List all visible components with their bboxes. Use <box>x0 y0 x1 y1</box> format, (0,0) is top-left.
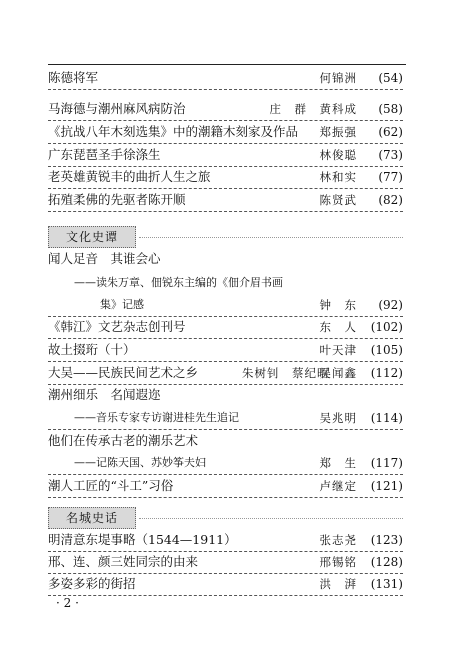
toc-author: 张志尧 <box>319 533 357 547</box>
toc-entry[interactable] <box>48 475 403 498</box>
toc-page: (54) <box>378 71 403 85</box>
toc-title: 广东琵琶圣手徐涤生 <box>48 147 161 162</box>
toc-title: 闻人足音 其谁会心 <box>48 251 161 266</box>
toc-page: (92) <box>378 298 403 312</box>
toc-entry[interactable] <box>48 551 403 574</box>
toc-title: 《韩江》文艺杂志创刊号 <box>48 319 186 334</box>
section-header-history: 名城史话 <box>48 507 136 529</box>
toc-page: (58) <box>378 102 403 116</box>
toc-author: 郑 生 <box>319 456 357 470</box>
toc-page: (105) <box>370 343 403 357</box>
toc-author: 郑振强 <box>319 125 357 139</box>
top-rule <box>48 64 406 65</box>
toc-title: 拓殖柔佛的先驱者陈开顺 <box>48 192 186 207</box>
toc-page: (128) <box>370 555 403 569</box>
toc-entry[interactable] <box>48 121 403 144</box>
toc-page: (62) <box>378 125 403 139</box>
toc-author: 东 人 <box>319 320 357 334</box>
toc-author: 叶天津 <box>319 343 357 357</box>
toc-entry[interactable] <box>48 384 403 406</box>
toc-author: 林俊聪 <box>319 148 357 162</box>
toc-author: 林和实 <box>319 170 357 184</box>
toc-author: 洪 湃 <box>319 577 357 591</box>
toc-entry[interactable] <box>48 573 403 596</box>
toc-entry[interactable] <box>48 529 403 552</box>
toc-author: 钟 东 <box>319 298 357 312</box>
toc-title: 集》记感 <box>100 298 144 311</box>
toc-title: 他们在传承古老的潮乐艺术 <box>48 433 199 448</box>
toc-title: 陈德将军 <box>48 70 99 85</box>
toc-entry[interactable] <box>48 248 403 270</box>
toc-page: (117) <box>370 456 403 470</box>
toc-title: 潮人工匠的“斗工”习俗 <box>48 478 174 493</box>
toc-entry[interactable] <box>48 339 403 362</box>
toc-page: (102) <box>370 320 403 334</box>
toc-entry[interactable] <box>48 144 403 167</box>
toc-page: (112) <box>370 366 403 380</box>
toc-author: 陈贤武 <box>319 193 357 207</box>
toc-entry-subtitle[interactable] <box>48 272 403 294</box>
toc-author: 何锦洲 <box>319 71 357 85</box>
toc-subtitle: ——音乐专家专访谢进桂先生追记 <box>74 411 239 424</box>
toc-title: 《抗战八年木刻选集》中的潮籍木刻家及作品 <box>48 124 299 139</box>
toc-entry[interactable] <box>48 98 403 121</box>
toc-entry-subtitle[interactable] <box>48 407 403 430</box>
toc-title: 潮州细乐 名闻遐迩 <box>48 387 161 402</box>
toc-entry[interactable] <box>48 316 403 339</box>
toc-author: 吴闻鑫 <box>319 366 357 380</box>
toc-author-secondary: 朱树钊 蔡纪昭 <box>242 366 330 380</box>
toc-entry[interactable] <box>48 294 403 317</box>
toc-title: 邢、连、颜三姓同宗的由来 <box>48 554 199 569</box>
toc-page: (123) <box>370 533 403 547</box>
toc-author: 邢锡铭 <box>319 555 357 569</box>
section-header-culture: 文化史谭 <box>48 226 136 248</box>
toc-entry[interactable] <box>48 430 403 452</box>
toc-subtitle: ——读朱万章、佃锐东主编的《佃介眉书画 <box>74 276 283 289</box>
toc-title: 故土掇珩（十） <box>48 342 136 357</box>
toc-author: 庄 群 黄科成 <box>269 102 357 116</box>
toc-entry[interactable] <box>48 189 403 212</box>
toc-title: 马海德与潮州麻风病防治 <box>48 101 186 116</box>
toc-entry[interactable] <box>48 362 403 385</box>
toc-author: 卢继定 <box>319 479 357 493</box>
toc-page: (114) <box>370 411 403 425</box>
toc-page: (73) <box>378 148 403 162</box>
toc-author: 吴兆明 <box>319 411 357 425</box>
toc-page: (82) <box>378 193 403 207</box>
toc-title: 大吴——民族民间艺术之乡 <box>48 365 199 380</box>
page-number: · 2 · <box>56 596 79 610</box>
toc-page: (77) <box>378 170 403 184</box>
toc-title: 明清意东堤事略（1544—1911） <box>48 532 237 547</box>
toc-page: (121) <box>370 479 403 493</box>
toc-page: (131) <box>370 577 403 591</box>
toc-title: 多姿多彩的街招 <box>48 576 136 591</box>
toc-entry[interactable] <box>48 166 403 189</box>
toc-entry[interactable] <box>48 67 403 90</box>
toc-title: 老英雄黄锐丰的曲折人生之旅 <box>48 169 211 184</box>
toc-entry-subtitle[interactable] <box>48 452 403 475</box>
toc-subtitle: ——记陈天国、苏妙筝夫妇 <box>74 456 206 469</box>
